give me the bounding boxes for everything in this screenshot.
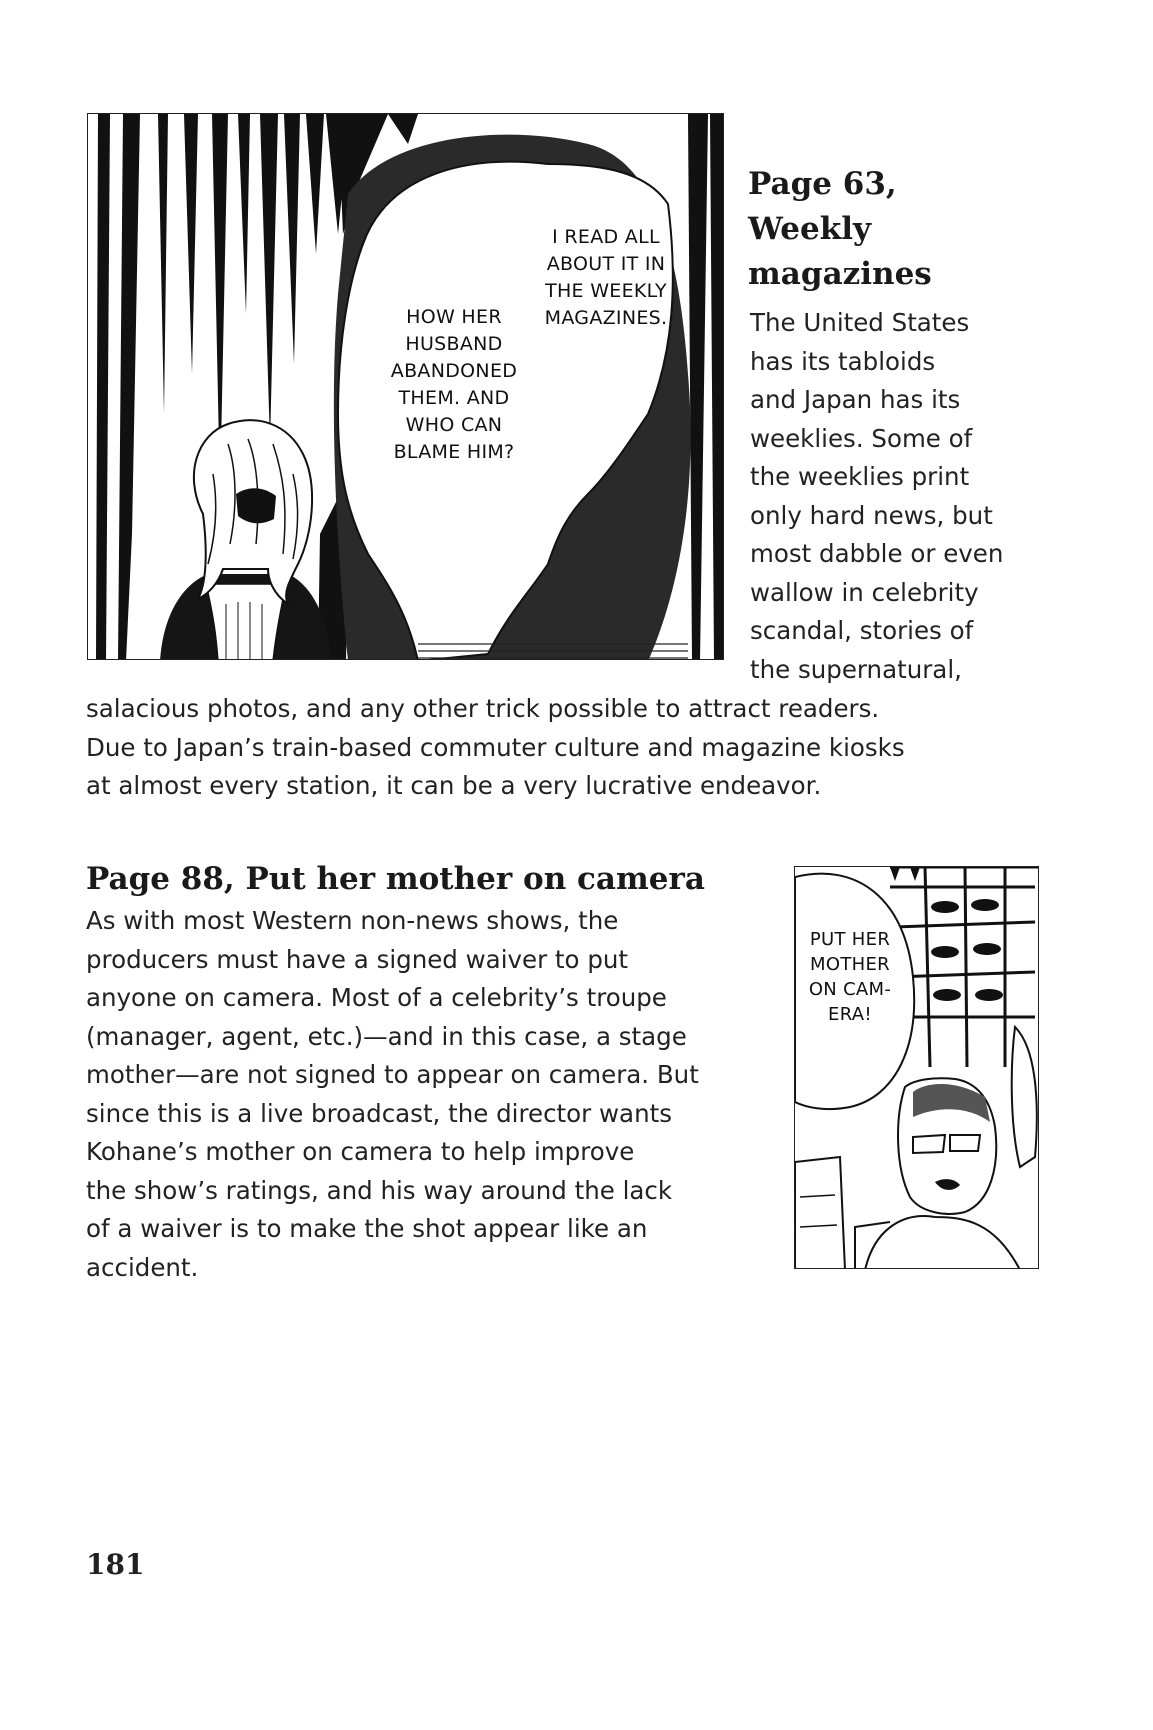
woman-figure [160, 420, 331, 660]
heading-line: Page 63, [748, 166, 897, 202]
manga-panel-weekly-magazines [87, 113, 724, 660]
heading-line: Weekly [748, 211, 872, 247]
speech-bubble-director: PUT HER MOTHER ON CAM- ERA! [808, 929, 892, 1025]
speech-bubble-left: HOW HER HUSBAND ABANDONED THEM. AND WHO CAN BLAME HIM? [390, 306, 518, 463]
note-body-put-her-mother: As with most Western non-news shows, the producers must have a signed waiver to put anyone on camera. Most of a celebrity’s troupe (manager, agent, etc.)—and in this case, a stage mother—are not signed to appear on camera. But since this is a live broadcast, the director wants Kohane’s mother on camera to help improve the show’s ratings, and his way around the lack of a waiver is to make the shot appear like an accident. [86, 906, 699, 1282]
note-body-full: salacious photos, and any other trick possible to attract readers. Due to Japan’s train-based commuter culture and magazine kiosks at almost every station, it can be a very lucrative endeavor. [86, 694, 905, 800]
note-heading-put-her-mother-on-camera: Page 88, Put her mother on camera [86, 861, 705, 897]
note-body-side: The United States has its tabloids and Japan has its weeklies. Some of the weeklies print only hard news, but most dabble or even wallow in celebrity scandal, stories of the supernatural, [750, 308, 1004, 684]
speech-bubble-right: I READ ALL ABOUT IT IN THE WEEKLY MAGAZINES. [544, 226, 668, 329]
manga-panel-director [794, 866, 1039, 1269]
note-heading-weekly-magazines [748, 162, 932, 297]
heading-line: magazines [748, 256, 932, 292]
page-number: 181 [86, 1548, 145, 1581]
